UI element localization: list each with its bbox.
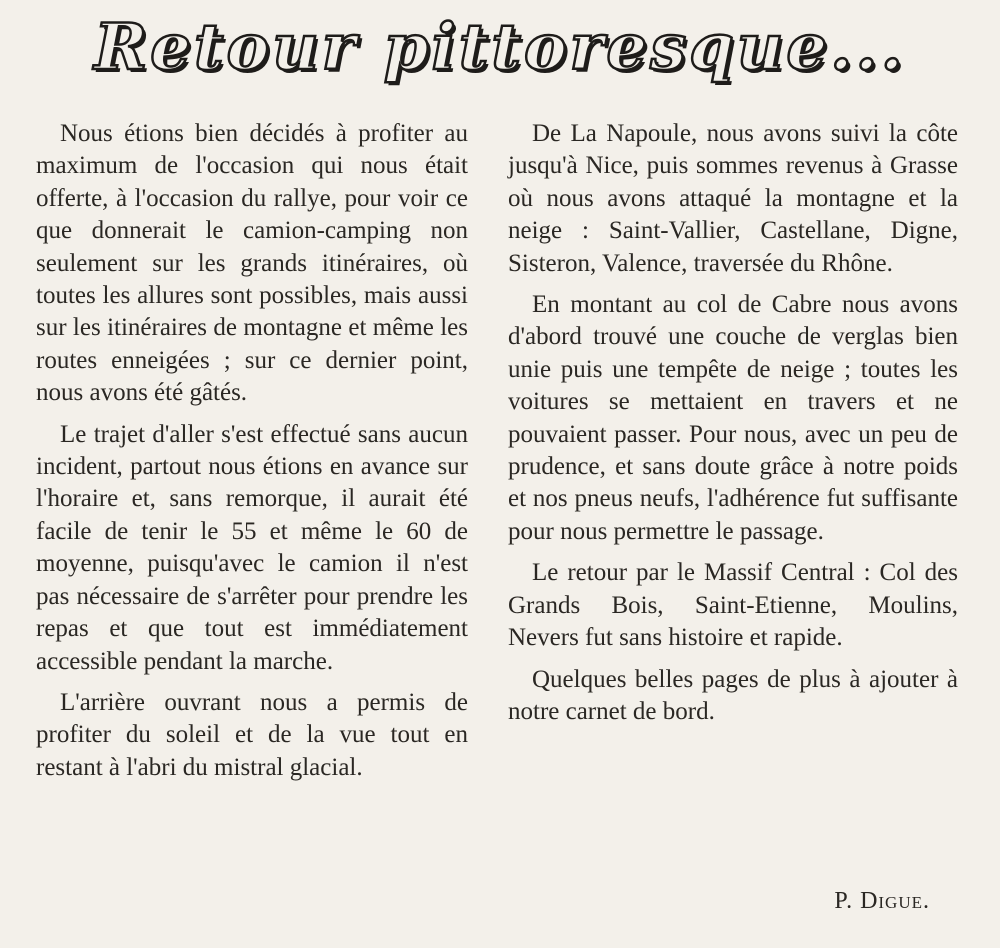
paragraph: Nous étions bien décidés à profiter au maximum de l'occasion qui nous était offerte, à l'occasion du rallye, pour voir ce que donnerait le camion-camping non seulement sur les grands itinéraires, où toutes les allures sont possibles, mais aussi sur les itinéraires de montagne et même les routes enneigées ; sur ce dernier point, nous avons été gâtés. [36, 120, 468, 407]
paragraph: Le retour par le Massif Central : Col des Grands Bois, Saint-Etienne, Moulins, Nevers fut sans histoire et rapide. [508, 559, 958, 652]
left-column [36, 118, 468, 793]
paragraph: De La Napoule, nous avons suivi la côte jusqu'à Nice, puis sommes revenus à Grasse où nous avons attaqué la montagne et la neige : Saint-Vallier, Castellane, Digne, Sisteron, Valence, traversée du Rhône. [508, 120, 958, 277]
paragraph: En montant au col de Cabre nous avons d'abord trouvé une couche de verglas bien unie puis une tempête de neige ; toutes les voitures se mettaient en travers et ne pouvaient passer. Pour nous, avec un peu de prudence, et sans doute grâce à notre poids et nos pneus neufs, l'adhérence fut suffisante pour nous permettre le passage. [508, 291, 958, 545]
paragraph: Quelques belles pages de plus à ajouter à notre carnet de bord. [508, 665, 958, 725]
author-signature: P. Digue. [834, 888, 930, 914]
paragraph: Le trajet d'aller s'est effectué sans aucun incident, partout nous étions en avance sur l'horaire et, sans remorque, il aurait été facile de tenir le 55 et même le 60 de moyenne, puisqu'avec le camion il n'est pas nécessaire de s'arrêter pour prendre les repas et que tout est immédiatement accessible pendant la marche. [36, 420, 468, 675]
article-title: Retour pittoresque... [94, 10, 906, 85]
paragraph: L'arrière ouvrant nous a permis de profiter du soleil et de la vue tout en restant à l'abri du mistral glacial. [36, 688, 468, 781]
right-column [508, 118, 958, 737]
